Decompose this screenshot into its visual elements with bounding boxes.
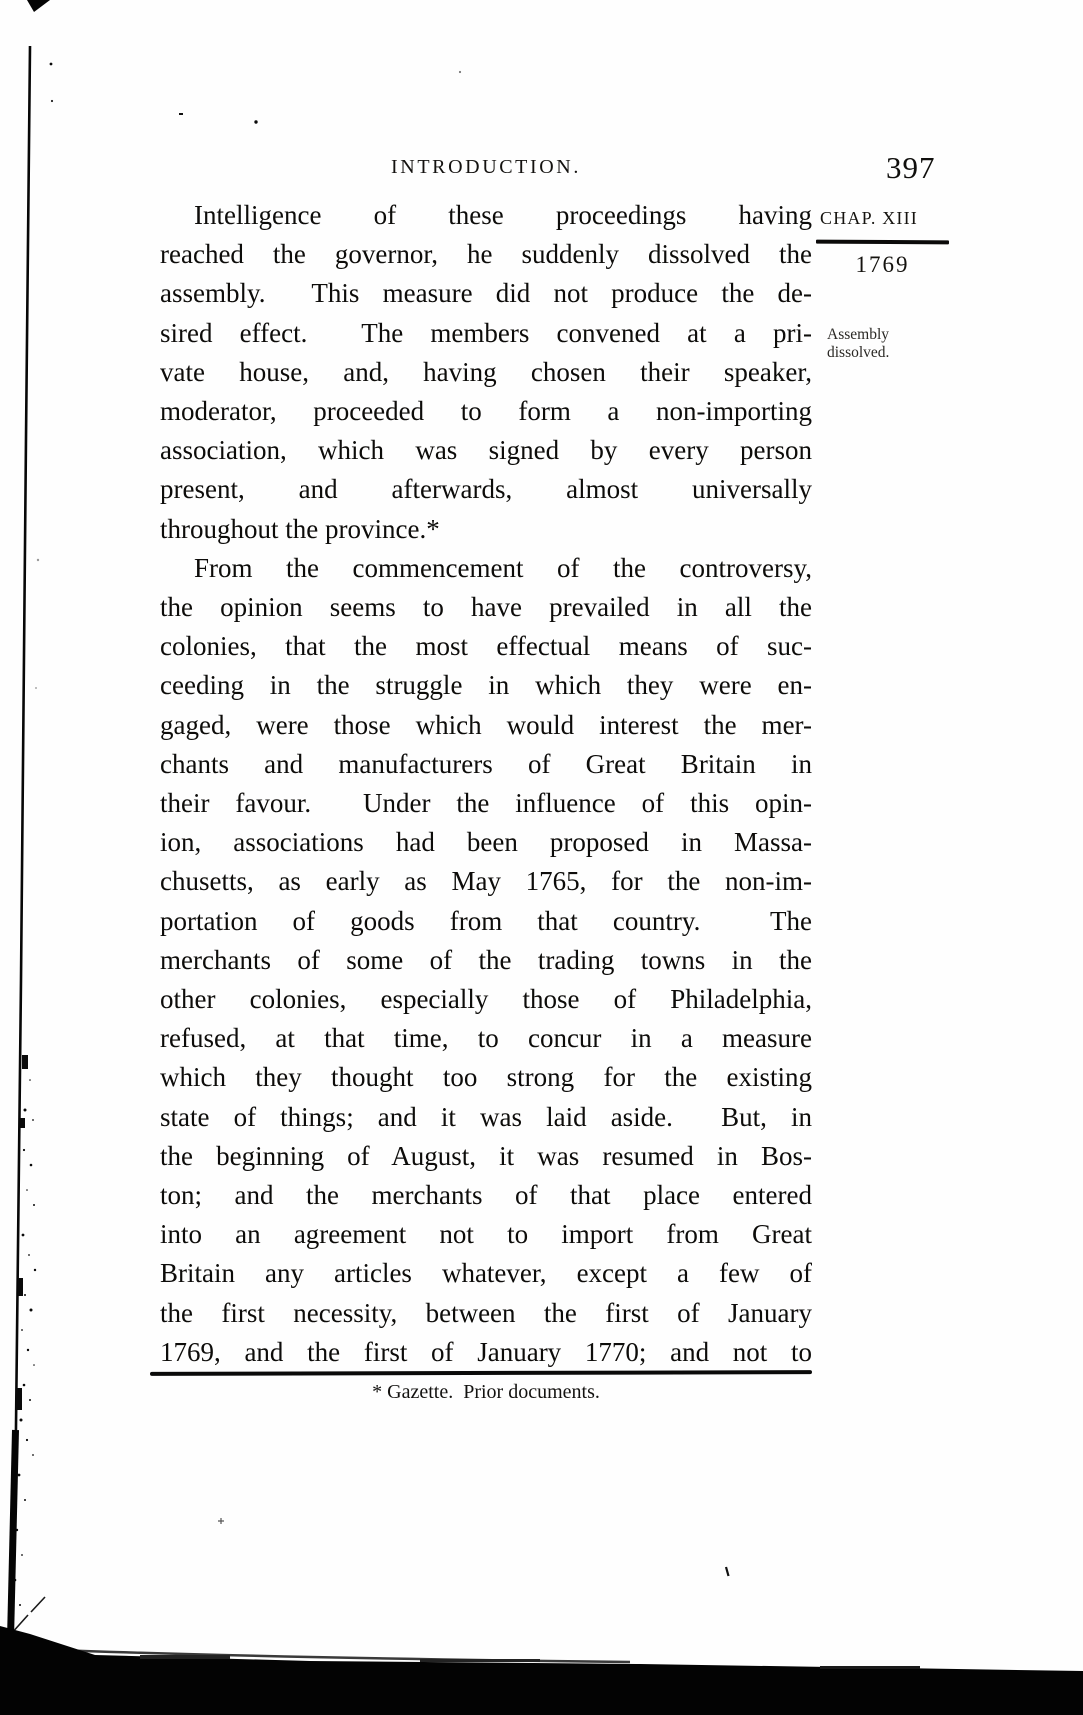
footnote-rule [150,1370,812,1376]
bottom-scan-bar [0,1626,1083,1715]
body-line: ion, associations had been proposed in Massa- [160,827,812,858]
body-line: colonies, that the most effectual means of suc- [160,631,812,662]
body-line: refused, at that time, to concur in a measure [160,1023,812,1054]
body-line: ton; and the merchants of that place entered [160,1180,812,1211]
book-spine-line [16,46,31,1470]
body-line: Intelligence of these proceedings having [194,200,812,230]
paragraph [160,549,812,1372]
side-note-line: Assembly [827,326,889,343]
margin-rule [816,240,949,245]
chapter-margin-note: CHAP. XIII [820,208,919,228]
running-title: INTRODUCTION. [391,156,581,178]
scan-bar-ragged-edge [820,1666,920,1669]
body-line: 1769, and the first of January 1770; and not to [160,1336,812,1367]
body-line: reached the governor, he suddenly dissolved the [160,239,812,270]
body-line: Britain any articles whatever, except a few of [160,1258,812,1289]
scan-bar-ragged-edge [140,1655,230,1659]
body-line: which they thought too strong for the existing [160,1062,812,1093]
paragraph [160,196,812,549]
body-line: merchants of some of the trading towns in the [160,944,812,975]
body-line: the beginning of August, it was resumed in Bos- [160,1140,812,1171]
corner-scratch-line [11,1597,45,1634]
body-line: gaged, were those which would interest the mer- [160,709,812,740]
side-note-assembly-dissolved [827,326,947,361]
body-line: state of things; and it was laid aside. But, in [160,1101,812,1132]
body-line: portation of goods from that country. The [160,905,812,936]
side-note-line: dissolved. [827,343,890,361]
body-line: vate house, and, having chosen their speaker, [160,356,812,387]
body-line: throughout the province.* [160,513,440,544]
body-line: present, and afterwards, almost universally [160,474,812,505]
body-line: other colonies, especially those of Philadelphia, [160,984,812,1015]
body-line: their favour. Under the influence of this opin- [160,788,812,819]
year-margin-note: 1769 [855,252,910,277]
body-line: the opinion seems to have prevailed in all the [160,592,812,623]
body-text [160,196,812,1372]
body-line: chusetts, as early as May 1765, for the non-im- [160,866,812,897]
corner-wedge-mark [27,0,50,12]
spine-ink-speckles [14,1055,37,1606]
body-line: sired effect. The members convened at a pri- [160,317,812,348]
body-line: moderator, proceeded to form a non-importing [160,396,812,427]
body-line: ceeding in the struggle in which they were en- [160,670,812,701]
scan-edge-smear [55,1650,630,1662]
scan-bar-ragged-edge [420,1659,540,1662]
body-line: assembly. This measure did not produce the de- [160,278,812,309]
footnote-text: * Gazette. Prior documents. [372,1381,600,1403]
body-line: chants and manufacturers of Great Britain in [160,748,812,779]
page-number: 397 [886,150,936,185]
body-line: into an agreement not to import from Great [160,1219,812,1250]
body-line: association, which was signed by every person [160,435,812,466]
body-line: From the commencement of the controversy, [194,552,812,583]
running-header [160,156,812,179]
body-line: the first necessity, between the first of January [160,1297,812,1328]
book-spine-line-lower [10,1430,16,1660]
